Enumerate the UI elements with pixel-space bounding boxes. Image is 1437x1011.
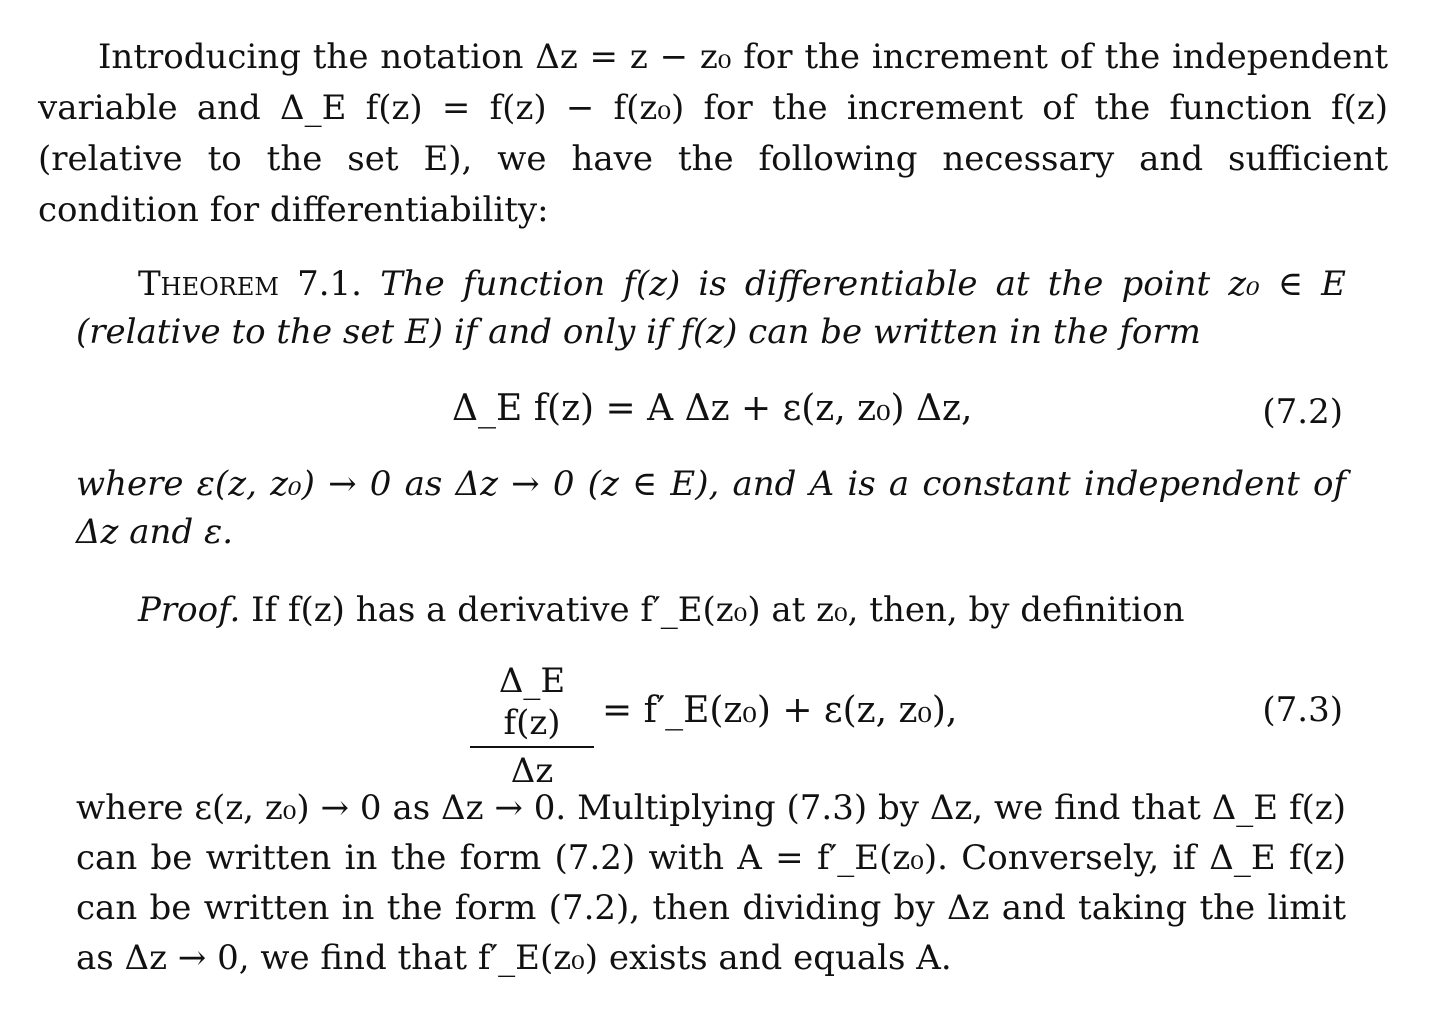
proof-label: Proof. [138,590,241,630]
fraction-denominator: Δz [510,751,554,791]
theorem-continuation: where ε(z, z₀) → 0 as Δz → 0 (z ∈ E), and A is a constant independent of Δz and ε. [76,464,1346,552]
proof-conclusion: where ε(z, z₀) → 0 as Δz → 0. Multiplying (7.3) by Δz, we find that Δ_E f(z) can be written in the form (7.2) with A = f′_E(z₀). Conversely, if Δ_E f(z) can be written in the form (7.2), then dividing by Δz and taking the limit as Δz → 0, we find that f′_E(z₀) exists and equals A. [76,788,1346,978]
equation-number-7-3: (7.3) [1262,690,1343,730]
equation-7-3-rhs: = f′_E(z₀) + ε(z, z₀), [602,690,958,731]
fraction-7-3 [470,660,594,792]
fraction-bar [470,746,594,748]
equation-7-2: Δ_E f(z) = A Δz + ε(z, z₀) Δz, [452,388,973,429]
theorem-statement: The function f(z) is differentiable at the point z₀ ∈ E (relative to the set E) if and only if f(z) can be written in the form [76,264,1346,352]
intro-paragraph: Introducing the notation Δz = z − z₀ for the increment of the independent variable and Δ_E f(z) = f(z) − f(z₀) for the increment of the function f(z) (relative to the set E), we have the following necessary and sufficient condition for differentiability: [38,37,1388,230]
theorem-block [76,260,1346,356]
proof-text: If f(z) has a derivative f′_E(z₀) at z₀, then, by definition [251,590,1185,630]
theorem-label: Theorem 7.1. [138,264,362,304]
fraction-numerator: Δ_E f(z) [498,661,566,743]
equation-number-7-2: (7.2) [1262,392,1343,432]
proof-paragraph [76,585,1346,636]
